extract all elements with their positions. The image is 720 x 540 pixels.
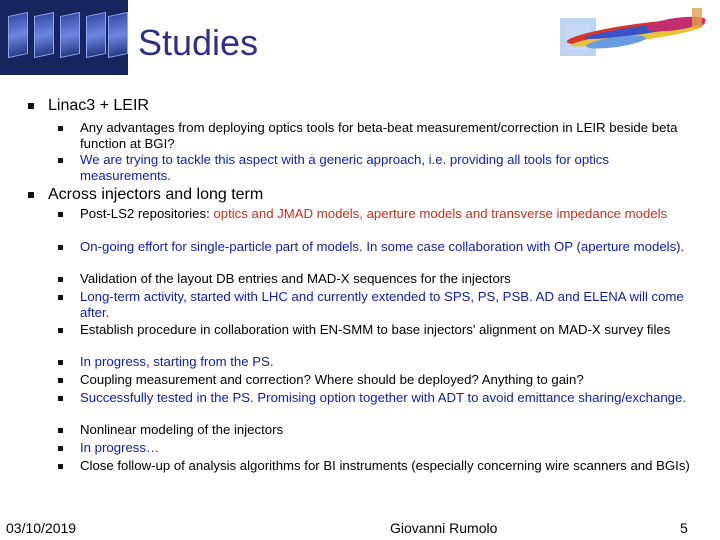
item-bullet-icon: [58, 464, 63, 469]
item-bullet-icon: [58, 126, 63, 131]
list-item: Successfully tested in the PS. Promising option together with ADT to avoid emittance sharing/exchange.: [80, 390, 686, 405]
page-number: 5: [680, 520, 688, 536]
item-highlight: optics and JMAD models, aperture models and transverse impedance models: [213, 206, 668, 221]
list-item: [80, 206, 695, 222]
list-item: Close follow-up of analysis algorithms for BI instruments (especially concerning wire scanners and BGIs): [80, 458, 690, 473]
item-bullet-icon: [58, 446, 63, 451]
slide-title: Studies: [138, 22, 259, 63]
list-item: Coupling measurement and correction? Where should be deployed? Anything to gain?: [80, 372, 584, 387]
list-item: Long-term activity, started with LHC and currently extended to SPS, PS, PSB. AD and ELENA will come after.: [80, 289, 684, 320]
list-item: In progress…: [80, 440, 160, 455]
list-item: Establish procedure in collaboration with EN-SMM to base injectors' alignment on MAD-X survey files: [80, 322, 671, 337]
list-item: We are trying to tackle this aspect with a generic approach, i.e. providing all tools for optics measurements.: [80, 152, 609, 183]
section-bullet-icon: [28, 192, 34, 198]
item-bullet-icon: [58, 378, 63, 383]
list-item: Validation of the layout DB entries and MAD-X sequences for the injectors: [80, 271, 511, 286]
list-item: Nonlinear modeling of the injectors: [80, 422, 284, 437]
item-bullet-icon: [58, 428, 63, 433]
item-bullet-icon: [58, 158, 63, 163]
item-bullet-icon: [58, 212, 63, 217]
item-bullet-icon: [58, 245, 63, 250]
item-bullet-icon: [58, 277, 63, 282]
footer-date: 03/10/2019: [6, 520, 77, 536]
item-bullet-icon: [58, 396, 63, 401]
list-item: On-going effort for single-particle part of models. In some case collaboration with OP (aperture models).: [80, 239, 685, 254]
section-bullet-icon: [28, 103, 34, 109]
item-bullet-icon: [58, 360, 63, 365]
list-item: In progress, starting from the PS.: [80, 354, 274, 369]
accelerator-cavity-icon: [0, 0, 128, 75]
item-prefix: Post-LS2 repositories:: [80, 206, 214, 221]
list-item: Any advantages from deploying optics tools for beta-beat measurement/correction in LEIR beside beta function at BGI?: [80, 120, 678, 151]
section-heading: Linac3 + LEIR: [48, 97, 149, 114]
item-bullet-icon: [58, 295, 63, 300]
magnet-model-icon: [556, 2, 718, 68]
footer-author: Giovanni Rumolo: [390, 520, 498, 536]
section-heading: Across injectors and long term: [48, 186, 264, 203]
item-bullet-icon: [58, 328, 63, 333]
